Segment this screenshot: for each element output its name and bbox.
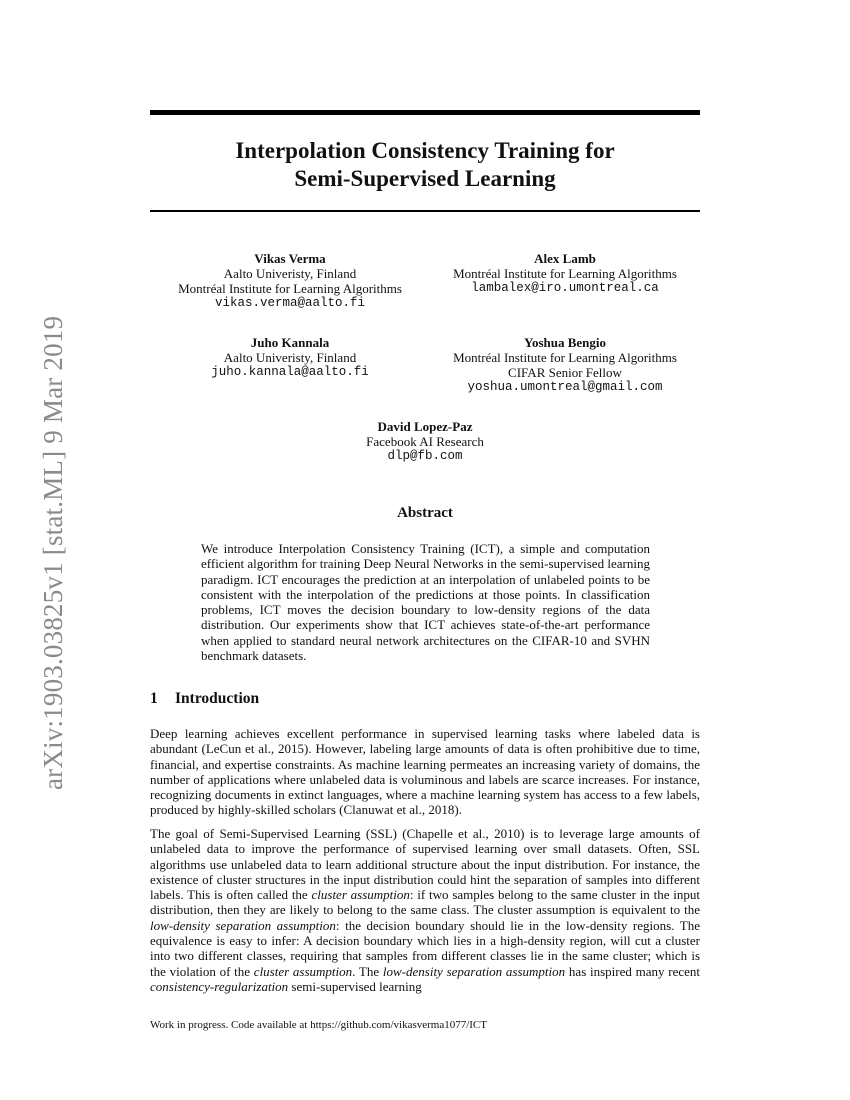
title-rule [150,210,700,212]
author-block-kannala [165,335,415,380]
paragraph-text: : the decision boundary should lie in the low-density regions. The equivalence is easy to infer: A decision boundary which lies in a high-density region, will cut a cluster into two different classes, requiring that samples from different classes lie in the same cluster; which is the violation of the [150,917,700,979]
author-block-lamb [420,251,710,296]
abstract-heading: Abstract [397,505,453,521]
author-affiliation: Aalto Univeristy, Finland [223,266,357,281]
author-affiliation: Facebook AI Research [366,434,484,449]
author-email: lambalex@iro.umontreal.ca [471,281,659,295]
author-name: Alex Lamb [534,251,596,266]
section-number: 1 [150,690,158,707]
author-email: yoshua.umontreal@gmail.com [467,380,663,394]
author-block-lopez-paz [300,419,550,464]
intro-paragraph-2 [150,826,700,994]
paragraph-text: The goal of Semi-Supervised Learning (SSL) (Chapelle et al., 2010) is to leverage large amounts of unlabeled data to improve the performance of supervised learning over small datasets. Often, SSL algorithms use unlabeled data to learn additional structure about the input distribution. For instance, the existence of cluster structures in the input distribution could hint the separation of samples into different labels. This is often called the [150,826,700,903]
author-email: vikas.verma@aalto.fi [214,296,366,310]
author-name: Vikas Verma [254,251,326,266]
emphasis-text: cluster assumption [253,963,353,979]
paragraph-text: . The [352,963,383,979]
author-email: dlp@fb.com [387,449,463,463]
abstract-text: We introduce Interpolation Consistency Training (ICT), a simple and computation efficient algorithm for training Deep Neural Networks in the semi-supervised learning paradigm. ICT encourages the prediction at an interpolation of unlabeled points to be consistent with the interpolation of the predictions at those points. In classification problems, ICT moves the decision boundary to low-density regions of the data distribution. Our experiments show that ICT achieves state-of-the-art performance when applied to standard neural network architectures on the CIFAR-10 and SVHN benchmark datasets. [201,541,650,664]
paper-title [150,137,700,193]
title-line-2: Semi-Supervised Learning [294,166,556,191]
emphasis-text: cluster assumption [311,887,410,903]
author-affiliation: Montréal Institute for Learning Algorithms [453,266,677,281]
intro-paragraph-1: Deep learning achieves excellent performance in supervised learning tasks where labeled data is abundant (LeCun et al., 2015). However, labeling large amounts of data is often prohibitive due to time, financial, and expertise constraints. As machine learning permeates an increasing variety of domains, the number of applications where unlabeled data is voluminous and labels are scarce increases. For instance, recognizing documents in extinct languages, where a machine learning system has access to a few labels, produced by highly-skilled scholars (Clanuwat et al., 2018). [150,726,700,818]
emphasis-text: low-density separation assumption [382,963,566,979]
author-name: David Lopez-Paz [377,419,473,434]
author-block-bengio [415,335,715,395]
author-affiliation: Aalto Univeristy, Finland [223,350,357,365]
section-title: Introduction [175,690,260,707]
author-affiliation: Montréal Institute for Learning Algorithms [453,350,677,365]
footnote: Work in progress. Code available at https://github.com/vikasverma1077/ICT [150,1019,487,1031]
paragraph-text: semi-supervised learning [288,978,422,994]
author-affiliation: CIFAR Senior Fellow [508,365,622,380]
author-block-verma [165,251,415,311]
author-name: Yoshua Bengio [524,335,606,350]
title-line-1: Interpolation Consistency Training for [235,138,615,163]
author-name: Juho Kannala [250,335,330,350]
paragraph-text: has inspired many recent [565,963,701,979]
top-rule [150,110,700,115]
paragraph-text: : if two samples belong to the same cluster in the input distribution, then they are likely to belong to the same class. The cluster assumption is equivalent to the [150,887,700,918]
emphasis-text: consistency-regularization [150,978,289,994]
section-heading [150,690,259,708]
author-affiliation: Montréal Institute for Learning Algorithms [178,281,402,296]
emphasis-text: low-density separation assumption [150,917,336,933]
author-email: juho.kannala@aalto.fi [211,365,369,379]
arxiv-stamp: arXiv:1903.03825v1 [stat.ML] 9 Mar 2019 [38,315,68,790]
